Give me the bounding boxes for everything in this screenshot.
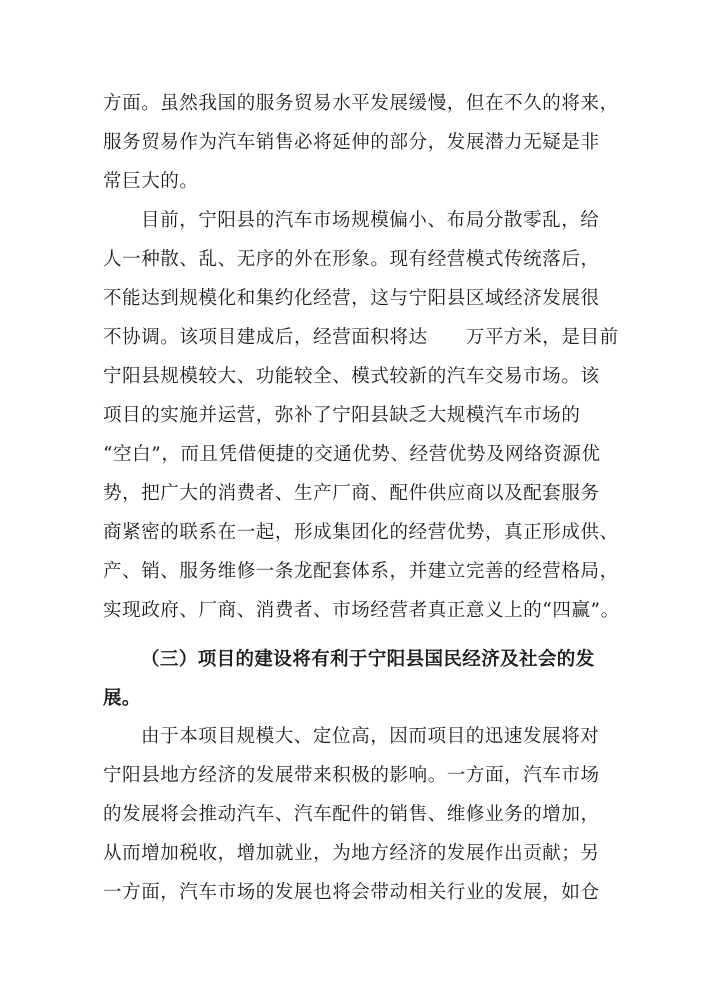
body-text-line: 常巨大的。 bbox=[103, 171, 199, 192]
body-text-line: 宁阳县地方经济的发展带来积极的影响。一方面，汽车市场 bbox=[103, 765, 600, 786]
body-text-line: 从而增加税收，增加就业，为地方经济的发展作出贡献；另 bbox=[103, 843, 600, 864]
body-text-line: 不能达到规模化和集约化经营，这与宁阳县区域经济发展很 bbox=[103, 288, 600, 309]
body-text-line: 实现政府、厂商、消费者、市场经营者真正意义上的“四赢”。 bbox=[103, 600, 620, 621]
section-heading-continued: 展。 bbox=[103, 688, 141, 709]
body-text-line: 商紧密的联系在一起，形成集团化的经营优势，真正形成供、 bbox=[103, 522, 619, 543]
body-text-line: 目前，宁阳县的汽车市场规模偏小、布局分散零乱，给 bbox=[141, 210, 600, 231]
section-heading: （三）项目的建设将有利于宁阳县国民经济及社会的发 bbox=[141, 649, 595, 670]
body-text-line: 宁阳县规模较大、功能较全、模式较新的汽车交易市场。该 bbox=[103, 366, 600, 387]
body-text-line: 一方面，汽车市场的发展也将会带动相关行业的发展，如仓 bbox=[103, 882, 600, 903]
body-text-line: 项目的实施并运营，弥补了宁阳县缺乏大规模汽车市场的 bbox=[103, 405, 581, 426]
body-text-line: 人一种散、乱、无序的外在形象。现有经营模式传统落后， bbox=[103, 249, 600, 270]
body-text-line: 不协调。该项目建成后，经营面积将达 万平方米，是目前 bbox=[103, 327, 619, 348]
body-text-line: 的发展将会推动汽车、汽车配件的销售、维修业务的增加， bbox=[103, 804, 600, 825]
body-text-line: 势，把广大的消费者、生产厂商、配件供应商以及配套服务 bbox=[103, 483, 600, 504]
body-text-line: 由于本项目规模大、定位高，因而项目的迅速发展将对 bbox=[141, 726, 600, 747]
body-text-line: 方面。虽然我国的服务贸易水平发展缓慢，但在不久的将来， bbox=[103, 93, 619, 114]
body-text-line: “空白”，而且凭借便捷的交通优势、经营优势及网络资源优 bbox=[103, 444, 601, 465]
body-text-line: 服务贸易作为汽车销售必将延伸的部分，发展潜力无疑是非 bbox=[103, 132, 600, 153]
body-text-line: 产、销、服务维修一条龙配套体系，并建立完善的经营格局， bbox=[103, 561, 619, 582]
